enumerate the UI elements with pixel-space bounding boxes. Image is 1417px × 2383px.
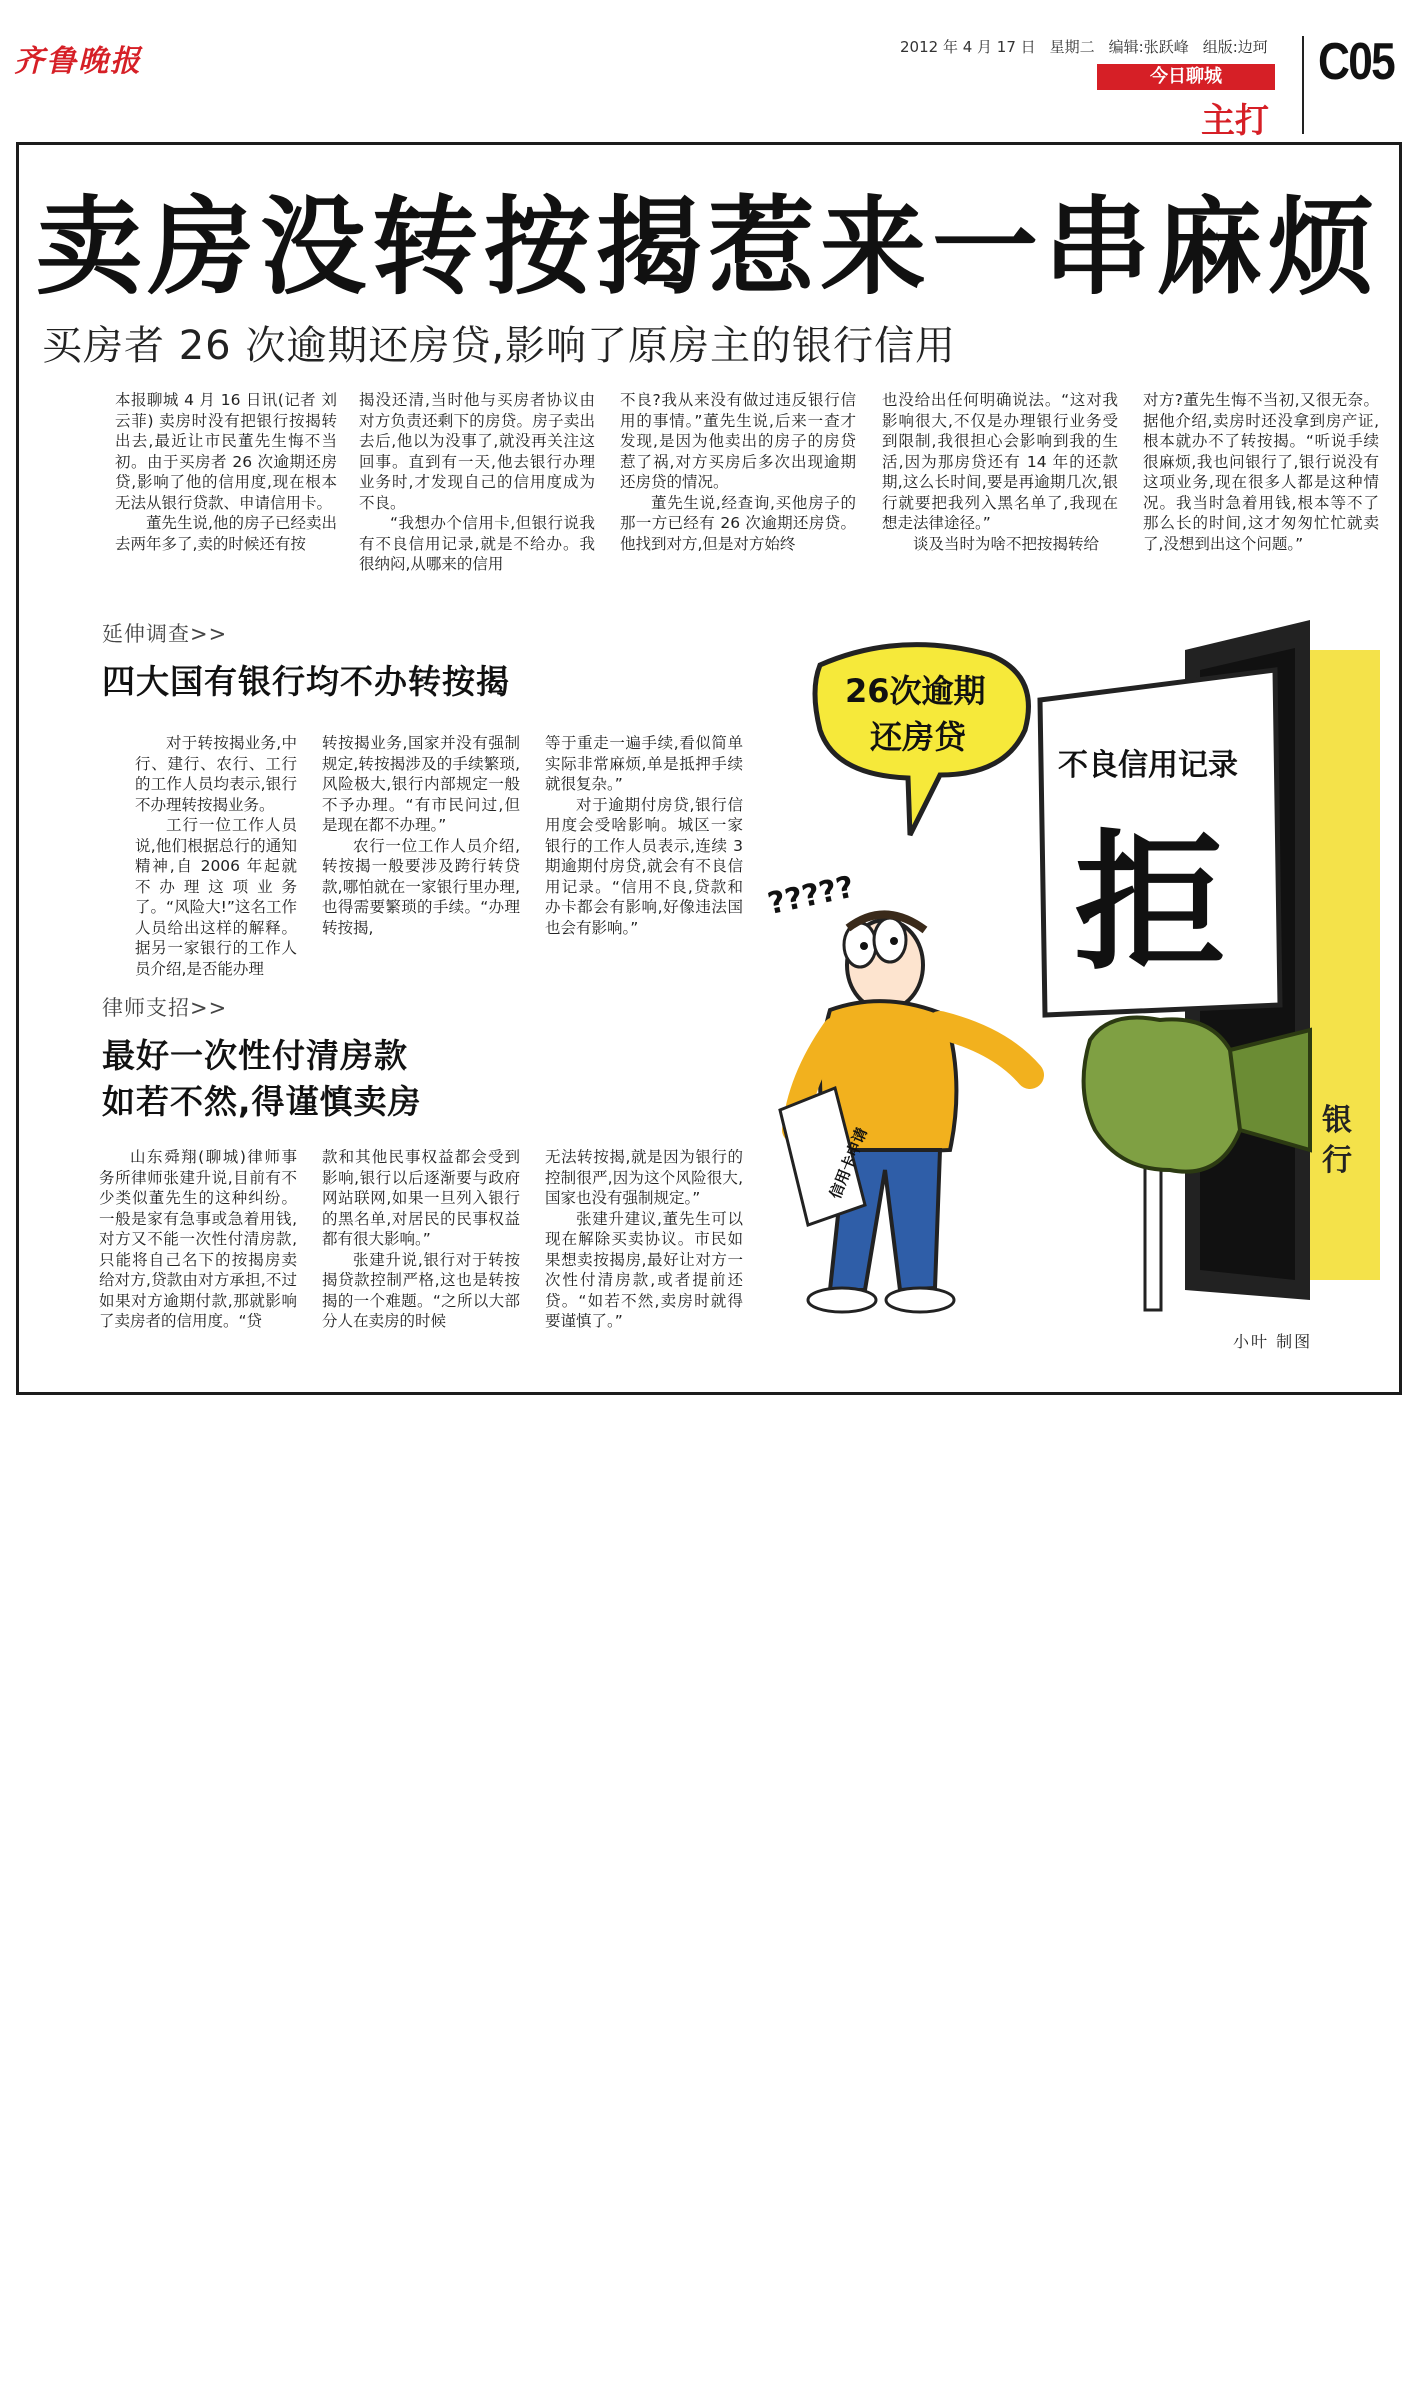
issue-info xyxy=(900,36,1268,57)
headline: 卖房没转按揭惹来一串麻烦 xyxy=(36,186,1380,309)
section1-column-3 xyxy=(545,733,743,938)
section2-column-3 xyxy=(545,1147,743,1332)
section-label: 律师支招>> xyxy=(102,996,228,1020)
lead-column-2 xyxy=(359,390,595,575)
body-paragraph: 等于重走一遍手续,看似简单实际非常麻烦,单是抵押手续就很复杂。” xyxy=(545,734,743,793)
lead-paragraph: 对方?董先生悔不当初,又很无奈。据他介绍,卖房时还没拿到房产证,根本就办不了转按揭。“听说手续很麻烦,我也问银行了,银行说没有这项业务,现在很多人都是这种情况。我当时急着用钱,根本等不了那么长的时间,这才匆匆忙忙就卖了,没想到出这个问题。” xyxy=(1143,391,1379,553)
body-paragraph: 农行一位工作人员介绍,转按揭一般要涉及跨行转贷款,哪怕就在一家银行里办理,也得需要繁琐的手续。“办理转按揭, xyxy=(322,836,520,937)
lead-paragraph: 董先生说,经查询,买他房子的那一方已经有 26 次逾期还房贷。他找到对方,但是对方始终 xyxy=(620,493,856,553)
door-label-1: 银 xyxy=(1322,1103,1352,1138)
body-paragraph: 对于逾期付房贷,银行信用度会受啥影响。城区一家银行的工作人员表示,连续 3 期逾期付房贷,就会有不良信用记录。“信用不良,贷款和办卡都会有影响,好像违法国也会有影响。” xyxy=(545,795,743,937)
section-title: 如若不然,得谨慎卖房 xyxy=(102,1082,422,1121)
question-marks: ????? xyxy=(764,869,858,922)
sign-main-character: 拒 xyxy=(1075,817,1226,991)
man-eye-right xyxy=(874,918,906,962)
issue-date: 2012 年 4 月 17 日 xyxy=(900,38,1036,56)
section2-column-1 xyxy=(99,1147,297,1332)
editor-credit: 编辑:张跃峰 xyxy=(1108,38,1189,56)
section-label: 延伸调查>> xyxy=(102,622,228,646)
header-divider xyxy=(1302,36,1304,134)
body-paragraph: 转按揭业务,国家并没有强制规定,转按揭涉及的手续繁琐,风险极大,银行内部规定一般不予办理。“有市民问过,但是现在都不办理。” xyxy=(322,734,520,834)
bubble-line-1: 26次逾期 xyxy=(845,672,986,710)
door-yellow-panel xyxy=(1310,650,1380,1280)
body-paragraph: 工行一位工作人员说,他们根据总行的通知精神,自 2006 年起就不办理这项业务了。“风险大!”这名工作人员给出这样的解释。据另一家银行的工作人员介绍,是否能办理 xyxy=(135,816,297,978)
lead-paragraph: 也没给出任何明确说法。“这对我影响很大,不仅是办理银行业务受到限制,我很担心会影响到我的生活,因为那房贷还有 14 年的还款期,这么长时间,要是再逾期几次,银行就要把我列入黑名单了,我现在想走法律途径。” xyxy=(882,391,1118,532)
card-application-text: 信用卡申请 xyxy=(826,1125,871,1202)
section-title: 四大国有银行均不办转按揭 xyxy=(102,662,510,701)
door-label-2: 行 xyxy=(1322,1143,1352,1178)
body-paragraph: 山东舜翔(聊城)律师事务所律师张建升说,目前有不少类似董先生的这种纠纷。一般是家有急事或急着用钱,对方又不能一次性付清房款,只能将自己名下的按揭房卖给对方,贷款由对方承担,不过如果对方逾期付款,那就影响了卖房者的信用度。“贷 xyxy=(99,1148,297,1330)
lead-paragraph: “我想办个信用卡,但银行说我有不良信用记录,就是不给办。我很纳闷,从哪来的信用 xyxy=(359,514,595,573)
lead-paragraph: 本报聊城 4 月 16 日讯(记者 刘云菲) 卖房时没有把银行按揭转出去,最近让市民董先生悔不当初。由于买房者 26 次逾期还房贷,影响了他的信用度,现在根本无法从银行贷款、申请信用卡。 xyxy=(115,391,337,512)
cartoon-illustration xyxy=(764,610,1390,1350)
man-pupil xyxy=(860,942,868,950)
page-code: C05 xyxy=(1318,33,1394,91)
section-title: 最好一次性付清房款 xyxy=(102,1036,408,1075)
green-sleeve xyxy=(1230,1030,1310,1150)
body-paragraph: 对于转按揭业务,中行、建行、农行、工行的工作人员均表示,银行不办理转按揭业务。 xyxy=(135,734,297,814)
lead-column-3 xyxy=(620,390,856,554)
man-pupil xyxy=(890,937,898,945)
man-shoe-left xyxy=(808,1288,876,1312)
lead-column-1 xyxy=(115,390,337,554)
issue-weekday: 星期二 xyxy=(1049,38,1095,56)
column-tag: 今日聊城 xyxy=(1097,64,1275,90)
man-shoe-right xyxy=(886,1288,954,1312)
lead-paragraph: 揭没还清,当时他与买房者协议由对方负责还剩下的房贷。房子卖出去后,他以为没事了,就没再关注这回事。直到有一天,他去银行办理业务时,才发现自己的信用度成为不良。 xyxy=(359,391,595,512)
sign-title: 不良信用记录 xyxy=(1058,748,1238,783)
lead-column-5 xyxy=(1143,390,1379,554)
section1-column-2 xyxy=(322,733,520,938)
body-paragraph: 款和其他民事权益都会受到影响,银行以后逐渐要与政府网站联网,如果一旦列入银行的黑名单,对居民的民事权益都有很大影响。” xyxy=(322,1148,520,1248)
newspaper-logo: 齐鲁晚报 xyxy=(14,44,142,79)
body-paragraph: 张建升说,银行对于转按揭贷款控制严格,这也是转按揭的一个难题。“之所以大部分人在卖房的时候 xyxy=(322,1250,520,1330)
section1-column-1 xyxy=(135,733,297,979)
lead-paragraph: 不良?我从来没有做过违反银行信用的事情。”董先生说,后来一查才发现,是因为他卖出的房子的房贷惹了祸,对方买房后多次出现逾期还房贷的情况。 xyxy=(620,391,856,491)
green-hand xyxy=(1084,1018,1248,1172)
column-subtitle: 主打 xyxy=(1201,101,1269,141)
section2-column-2 xyxy=(322,1147,520,1332)
layout-credit: 组版:边珂 xyxy=(1202,38,1268,56)
lead-paragraph: 董先生说,他的房子已经卖出去两年多了,卖的时候还有按 xyxy=(115,514,337,553)
body-paragraph: 张建升建议,董先生可以现在解除买卖协议。市民如果想卖按揭房,最好让对方一次性付清房款,或者提前还贷。“如若不然,卖房时就得要谨慎了。” xyxy=(545,1209,743,1330)
lead-paragraph: 谈及当时为啥不把按揭转给 xyxy=(913,534,1100,553)
illustration-credit: 小叶 制图 xyxy=(1233,1332,1313,1351)
man-eye-left xyxy=(844,923,876,967)
bubble-line-2: 还房贷 xyxy=(870,718,967,756)
body-paragraph: 无法转按揭,就是因为银行的控制很严,因为这个风险很大,国家也没有强制规定。” xyxy=(545,1148,743,1207)
subheadline: 买房者 26 次逾期还房贷,影响了原房主的银行信用 xyxy=(42,323,957,369)
cartoon-svg xyxy=(764,610,1390,1350)
lead-column-4 xyxy=(882,390,1118,554)
